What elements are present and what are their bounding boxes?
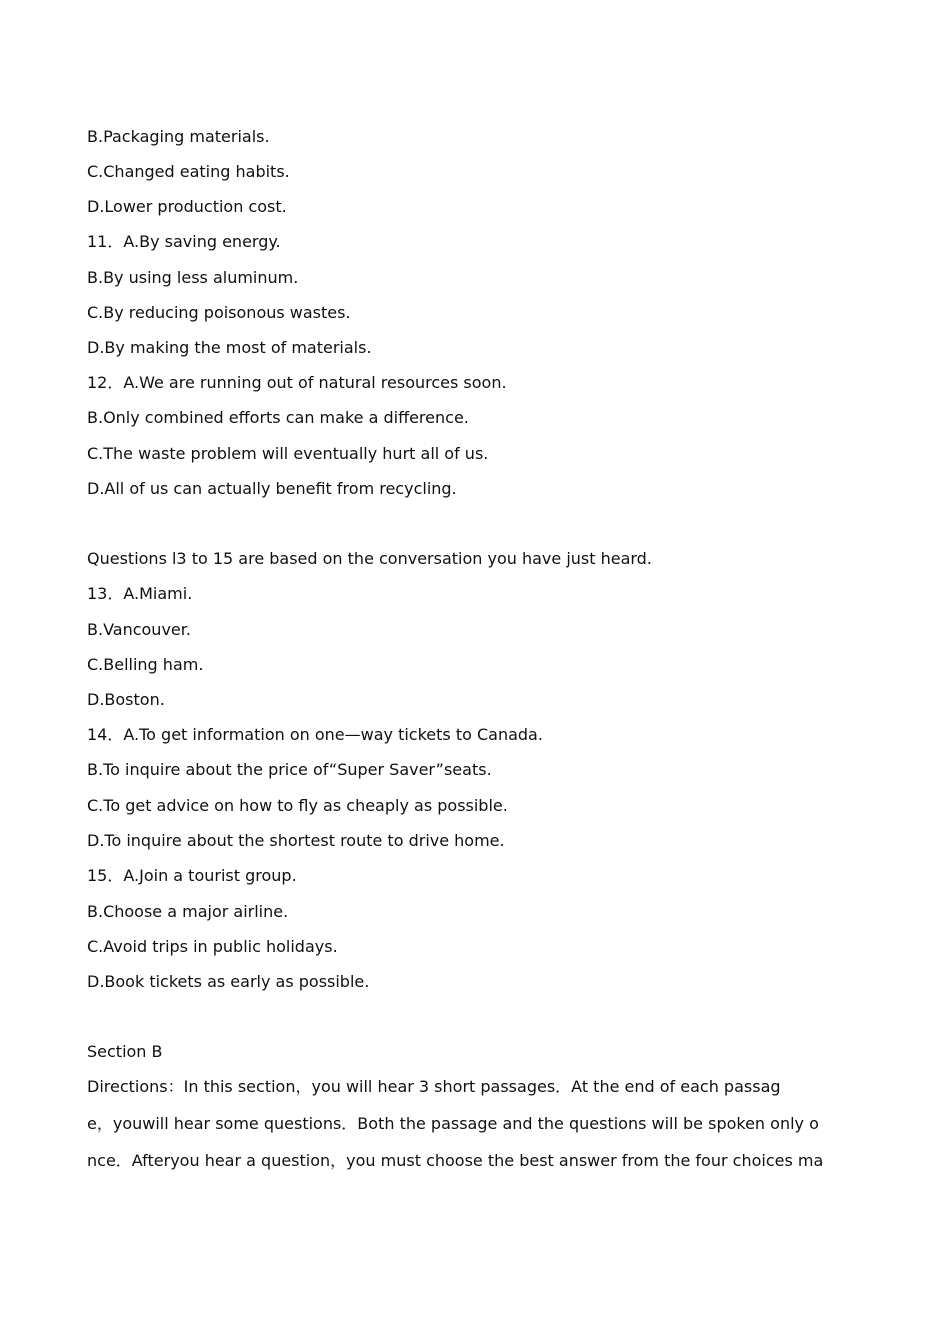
question-12: 12．A.We are running out of natural resources soon. (87, 373, 507, 392)
option-line: C.Changed eating habits. (87, 162, 290, 181)
directions-line: e，youwill hear some questions．Both the passage and the questions will be spoken only o (87, 1114, 819, 1133)
option-line: D.All of us can actually benefit from recycling. (87, 479, 457, 498)
option-line: C.Avoid trips in public holidays. (87, 937, 338, 956)
option-line: D.Lower production cost. (87, 197, 287, 216)
option-line: B.Packaging materials. (87, 127, 270, 146)
option-line: B.By using less aluminum. (87, 268, 299, 287)
option-line: D.Book tickets as early as possible. (87, 972, 370, 991)
directions-line: Directions：In this section，you will hear 3 short passages．At the end of each passag (87, 1077, 781, 1096)
option-line: C.By reducing poisonous wastes. (87, 303, 351, 322)
question-14: 14．A.To get information on one—way tickets to Canada. (87, 725, 543, 744)
option-line: D.By making the most of materials. (87, 338, 372, 357)
option-line: C.Belling ham. (87, 655, 204, 674)
questions-intro: Questions l3 to 15 are based on the conversation you have just heard. (87, 549, 652, 568)
question-11: 11．A.By saving energy. (87, 232, 281, 251)
option-line: D.To inquire about the shortest route to drive home. (87, 831, 505, 850)
option-line: B.Choose a major airline. (87, 902, 289, 921)
option-line: D.Boston. (87, 690, 165, 709)
directions-line: nce．Afteryou hear a question，you must choose the best answer from the four choices ma (87, 1151, 824, 1170)
option-line: B.Vancouver. (87, 620, 191, 639)
question-15: 15．A.Join a tourist group. (87, 866, 297, 885)
option-line: B.To inquire about the price of“Super Saver”seats. (87, 760, 492, 779)
option-line: C.To get advice on how to fly as cheaply as possible. (87, 796, 508, 815)
option-line: C.The waste problem will eventually hurt all of us. (87, 444, 489, 463)
section-heading: Section B (87, 1042, 163, 1061)
option-line: B.Only combined efforts can make a difference. (87, 408, 469, 427)
question-13: 13．A.Miami. (87, 584, 193, 603)
